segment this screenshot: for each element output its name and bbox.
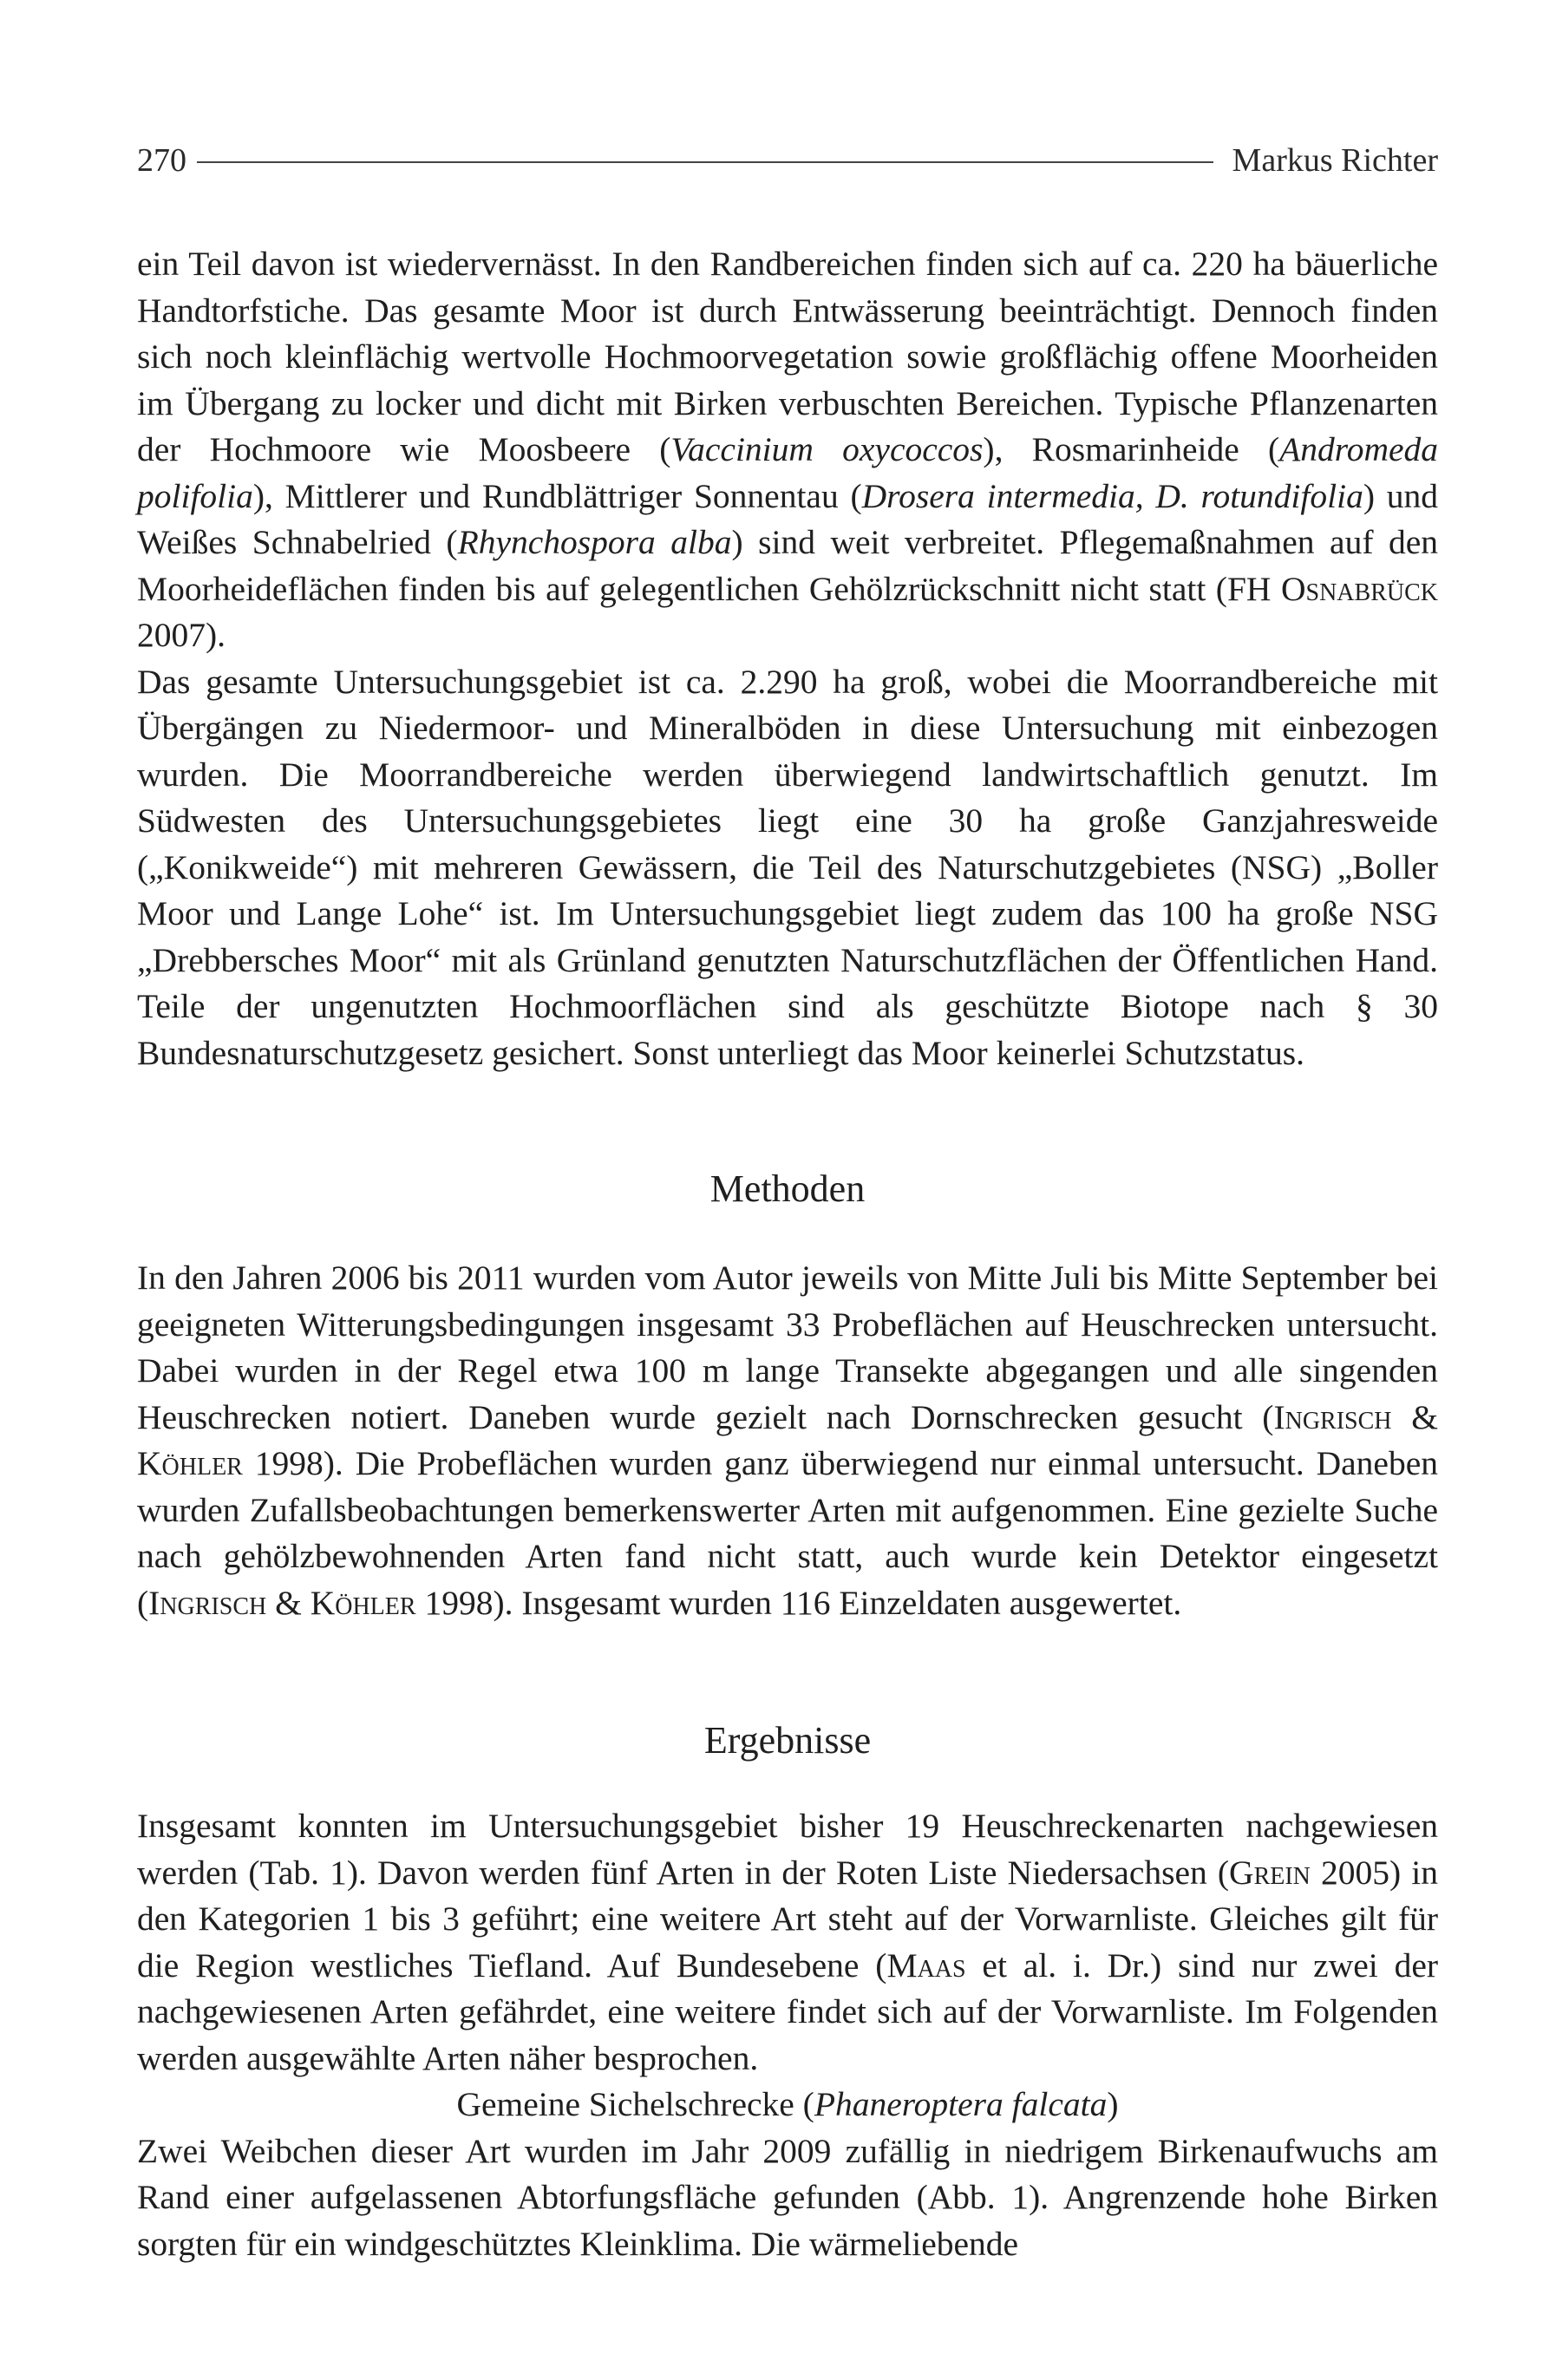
running-header (137, 139, 1438, 182)
species-name: Rhynchospora alba (457, 523, 732, 561)
paragraph-site-description: ein Teil davon ist wiedervernässt. In den Randbereichen finden sich auf ca. 220 ha bäuerliche Handtorfstiche. Das gesamte Moor ist durch Entwässerung beeinträchtigt. Dennoch finden sich noch kleinflächig wertvolle Hochmoorvegetation sowie großflächig offene Moorheiden im Übergang zu locker und dicht mit Birken verbuschten Bereichen. Typische Pflanzenarten der Hochmoore wie Moosbeere (Vaccinium oxycoccos), Rosmarinheide (Andromeda polifolia), Mittlerer und Rundblättriger Sonnentau (Drosera intermedia, D. rotundifolia) und Weißes Schnabelried (Rhynchospora alba) sind weit verbreitet. Pflegemaßnahmen auf den Moorheideflächen finden bis auf gelegentlichen Gehölzrückschnitt nicht statt (FH Osnabrück 2007). (137, 245, 1438, 654)
citation-author: Köhler (310, 1583, 416, 1622)
paragraph-methods: In den Jahren 2006 bis 2011 wurden vom Autor jeweils von Mitte Juli bis Mitte September bei geeigneten Witterungsbedingungen insgesamt 33 Probeflächen auf Heuschrecken untersucht. Dabei wurden in der Regel etwa 100 m lange Transekte abgegangen und alle singenden Heuschrecken notiert. Daneben wurde gezielt nach Dornschrecken gesucht (Ingrisch & Köhler 1998). Die Probeflächen wurden ganz überwiegend nur einmal untersucht. Daneben wurden Zufallsbeobachtungen bemerkenswerter Arten mit aufgenommen. Eine gezielte Suche nach gehölzbewohnenden Arten fand nicht statt, auch wurde kein Detektor eingesetzt (Ingrisch & Köhler 1998). Insgesamt wurden 116 Einzeldaten ausgewertet. (137, 1259, 1438, 1622)
citation-author: Ingrisch (1273, 1397, 1392, 1436)
citation-author: Grein (1229, 1853, 1311, 1892)
page-number: 270 (137, 142, 186, 179)
running-author: Markus Richter (1232, 142, 1438, 179)
header-rule (197, 161, 1213, 163)
species-subheading: Gemeine Sichelschrecke (Phaneroptera falcata) (456, 2085, 1119, 2123)
species-name: Drosera intermedia, D. rotundifolia (861, 476, 1363, 515)
paragraph-study-area: Das gesamte Untersuchungsgebiet ist ca. 2.290 ha groß, wobei die Moorrandbereiche mit Übergängen zu Niedermoor- und Mineralböden in diese Untersuchung mit einbezogen wurden. Die Moorrandbereiche werden überwiegend landwirtschaftlich genutzt. Im Südwesten des Untersuchungsgebietes liegt eine 30 ha große Ganzjahresweide („Konikweide“) mit mehreren Gewässern, die Teil des Naturschutzgebietes (NSG) „Boller Moor und Lange Lohe“ ist. Im Untersuchungsgebiet liegt zudem das 100 ha große NSG „Drebbersches Moor“ mit als Grünland genutzten Naturschutzflächen der Öffentlichen Hand. Teile der ungenutzten Hochmoorflächen sind als geschützte Biotope nach § 30 Bundesnaturschutzgesetz gesichert. Sonst unterliegt das Moor keinerlei Schutzstatus. (137, 662, 1438, 1072)
species-name: Andromeda polifolia (137, 430, 1438, 515)
species-name: Vaccinium oxycoccos (670, 430, 984, 468)
citation-author: Osnabrück (1280, 569, 1438, 608)
section-heading-ergebnisse: Ergebnisse (703, 1719, 872, 1762)
citation-author: Ingrisch (148, 1583, 267, 1622)
citation-author: Köhler (137, 1444, 243, 1482)
species-name: Phaneroptera falcata (814, 2085, 1108, 2123)
paragraph-species-account: Zwei Weibchen dieser Art wurden im Jahr 2009 zufällig in niedrigem Birkenaufwuchs am Rand einer aufgelassenen Abtorfungsfläche gefunden (Abb. 1). Angrenzende hohe Birken sorgten für ein windgeschütztes Kleinklima. Die wärmeliebende (137, 2131, 1438, 2263)
citation-author: Maas (886, 1945, 966, 1984)
body-text (137, 241, 1438, 2267)
section-heading-methoden: Methoden (709, 1167, 866, 1210)
paragraph-results: Insgesamt konnten im Untersuchungsgebiet bisher 19 Heuschreckenarten nachgewiesen werden (Tab. 1). Davon werden fünf Arten in der Roten Liste Niedersachsen (Grein 2005) in den Kategorien 1 bis 3 geführt; eine weitere Art steht auf der Vorwarnliste. Gleiches gilt für die Region westliches Tiefland. Auf Bundesebene (Maas et al. i. Dr.) sind nur zwei der nachgewiesenen Arten gefährdet, eine weitere findet sich auf der Vorwarnliste. Im Folgenden werden ausgewählte Arten näher besprochen. (137, 1807, 1439, 2077)
